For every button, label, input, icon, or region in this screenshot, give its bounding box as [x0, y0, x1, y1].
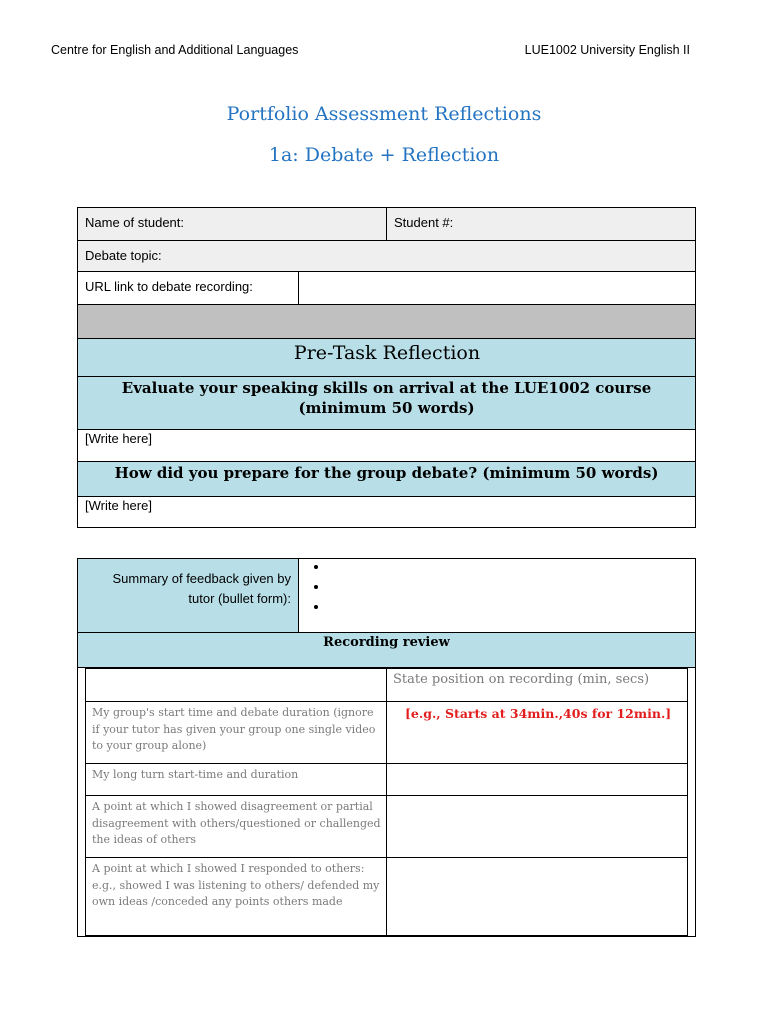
blank-header-cell: [86, 669, 387, 702]
page-subtitle: 1a: Debate + Reflection: [268, 144, 500, 166]
student-number-field[interactable]: [387, 208, 696, 241]
pretask-answer-2[interactable]: [Write here]: [78, 497, 696, 528]
recording-inner-wrapper: [78, 668, 696, 937]
feedback-bullet-list: [299, 559, 695, 619]
row-label-group-start: My group's start time and debate duration (ignore if your tutor has given your group one single video to your group alone): [86, 702, 387, 764]
recording-review-table: [77, 558, 696, 937]
pretask-heading: Pre-Task Reflection: [78, 339, 696, 377]
row-value-responded[interactable]: [387, 858, 688, 936]
row-value-disagreement[interactable]: [387, 796, 688, 858]
url-input[interactable]: [299, 272, 696, 305]
feedback-bullet[interactable]: [329, 579, 695, 599]
feedback-bullet[interactable]: [329, 559, 695, 579]
separator-row: [78, 305, 696, 339]
pretask-question-2: How did you prepare for the group debate? (minimum 50 words): [78, 462, 696, 497]
debate-topic-field[interactable]: [78, 241, 696, 272]
pretask-answer-1[interactable]: [Write here]: [78, 430, 696, 462]
row-label-long-turn: My long turn start-time and duration: [86, 764, 387, 796]
feedback-bullets-cell[interactable]: [299, 559, 696, 633]
page-title: Portfolio Assessment Reflections: [226, 103, 542, 125]
student-info-table: [77, 207, 696, 528]
student-number-label: Student #:: [394, 215, 454, 230]
recording-review-heading: Recording review: [78, 633, 696, 668]
debate-topic-label: Debate topic:: [85, 248, 162, 263]
header-right: LUE1002 University English II: [524, 43, 690, 57]
recording-position-table: [85, 668, 688, 936]
row-label-disagreement: A point at which I showed disagreement or partial disagreement with others/questioned or challenged the ideas of others: [86, 796, 387, 858]
feedback-summary-label: Summary of feedback given by tutor (bullet form):: [78, 559, 299, 633]
row-label-responded: A point at which I showed I responded to others: e.g., showed I was listening to others/ defended my own ideas /conceded any points others made: [86, 858, 387, 936]
feedback-bullet[interactable]: [329, 599, 695, 619]
row-value-long-turn[interactable]: [387, 764, 688, 796]
student-name-label: Name of student:: [85, 215, 184, 230]
url-label: URL link to debate recording:: [78, 272, 299, 305]
row-value-group-start[interactable]: [e.g., Starts at 34min.,40s for 12min.]: [387, 702, 688, 764]
student-name-field[interactable]: [78, 208, 387, 241]
pretask-question-1: Evaluate your speaking skills on arrival at the LUE1002 course (minimum 50 words): [78, 377, 696, 430]
position-column-header: State position on recording (min, secs): [387, 669, 688, 702]
header-left: Centre for English and Additional Languages: [51, 43, 299, 57]
